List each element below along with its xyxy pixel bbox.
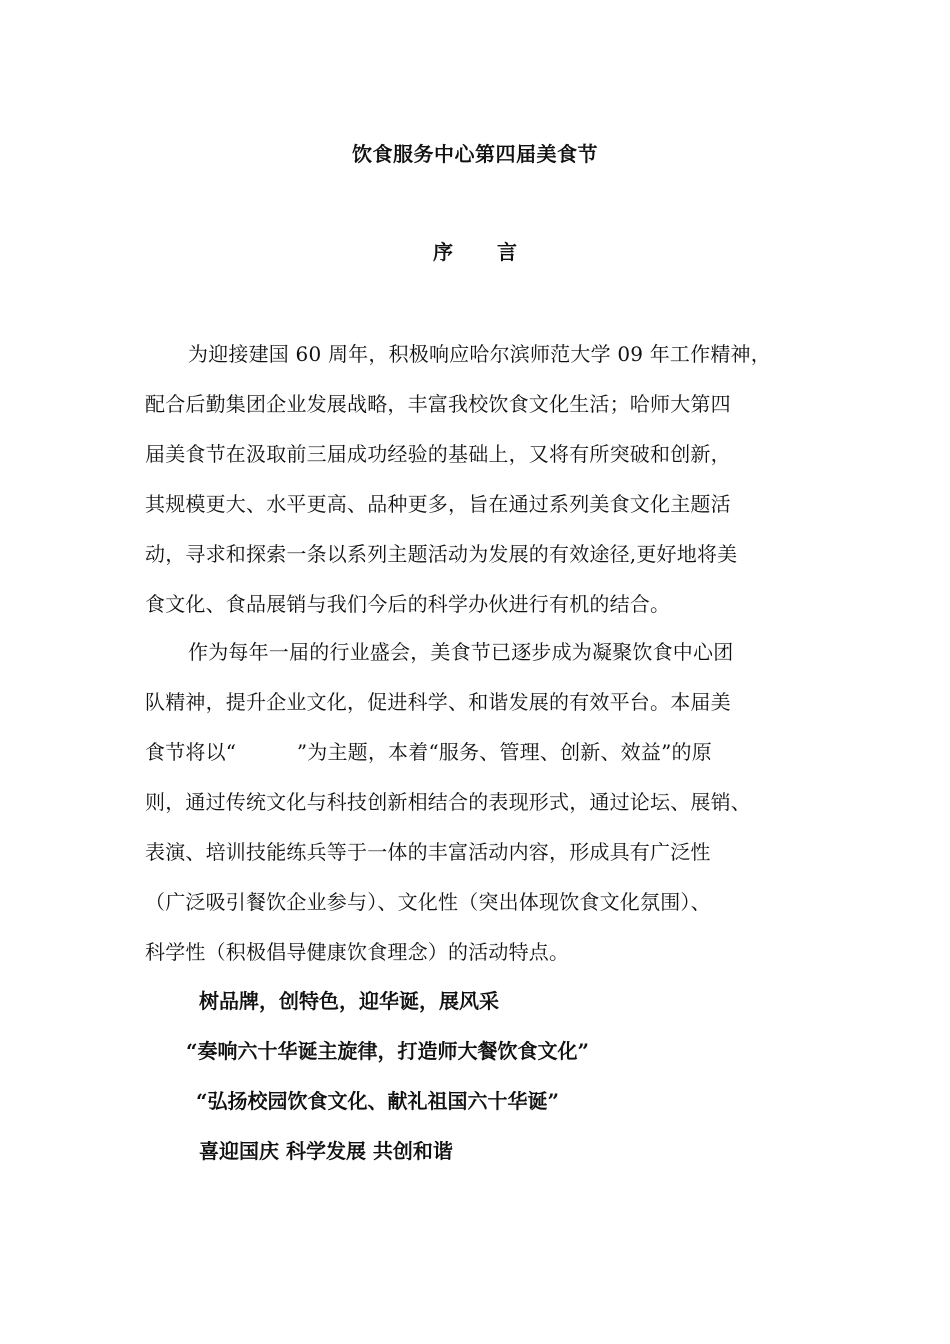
section-heading-char-1: 序: [433, 240, 453, 264]
slogan-line: “弘扬校园饮食文化、献礼祖国六十华诞”: [196, 1089, 560, 1113]
slogan-line: 喜迎国庆 科学发展 共创和谐: [199, 1139, 453, 1163]
paragraph-2-line: 则，通过传统文化与科技创新相结合的表现形式，通过论坛、展销、: [145, 790, 751, 814]
paragraph-2-line: 队精神，提升企业文化，促进科学、和谐发展的有效平台。本届美: [145, 690, 731, 714]
slogan-line: 树品牌，创特色，迎华诞，展风采: [199, 989, 499, 1013]
paragraph-1-line: 动，寻求和探索一条以系列主题活动为发展的有效途径,更好地将美: [145, 542, 738, 566]
paragraph-1-line: 配合后勤集团企业发展战略，丰富我校饮食文化生活；哈师大第四: [145, 392, 731, 416]
slogan-line: “奏响六十华诞主旋律，打造师大餐饮食文化”: [186, 1039, 590, 1063]
section-heading-char-2: 言: [497, 240, 517, 264]
section-heading: [0, 236, 950, 265]
paragraph-2-line: 科学性（积极倡导健康饮食理念）的活动特点。: [145, 940, 570, 964]
paragraph-2-line: （广泛吸引餐饮企业参与）、文化性（突出体现饮食文化氛围）、: [145, 890, 711, 914]
document-title: 饮食服务中心第四届美食节: [352, 142, 598, 166]
paragraph-2-line: 作为每年一届的行业盛会，美食节已逐步成为凝聚饮食中心团: [188, 640, 734, 664]
paragraph-1-line: 届美食节在汲取前三届成功经验的基础上，又将有所突破和创新，: [145, 442, 731, 466]
paragraph-2-line: 表演、培训技能练兵等于一体的丰富活动内容，形成具有广泛性: [145, 840, 711, 864]
paragraph-1-line: 食文化、食品展销与我们今后的科学办伙进行有机的结合。: [145, 592, 671, 616]
paragraph-1-line: 其规模更大、水平更高、品种更多，旨在通过系列美食文化主题活: [145, 492, 731, 516]
paragraph-1-line: 为迎接建国 60 周年，积极响应哈尔滨师范大学 09 年工作精神，: [188, 342, 771, 366]
paragraph-2-line: 食节将以“ ”为主题，本着“服务、管理、创新、效益”的原: [145, 740, 712, 764]
